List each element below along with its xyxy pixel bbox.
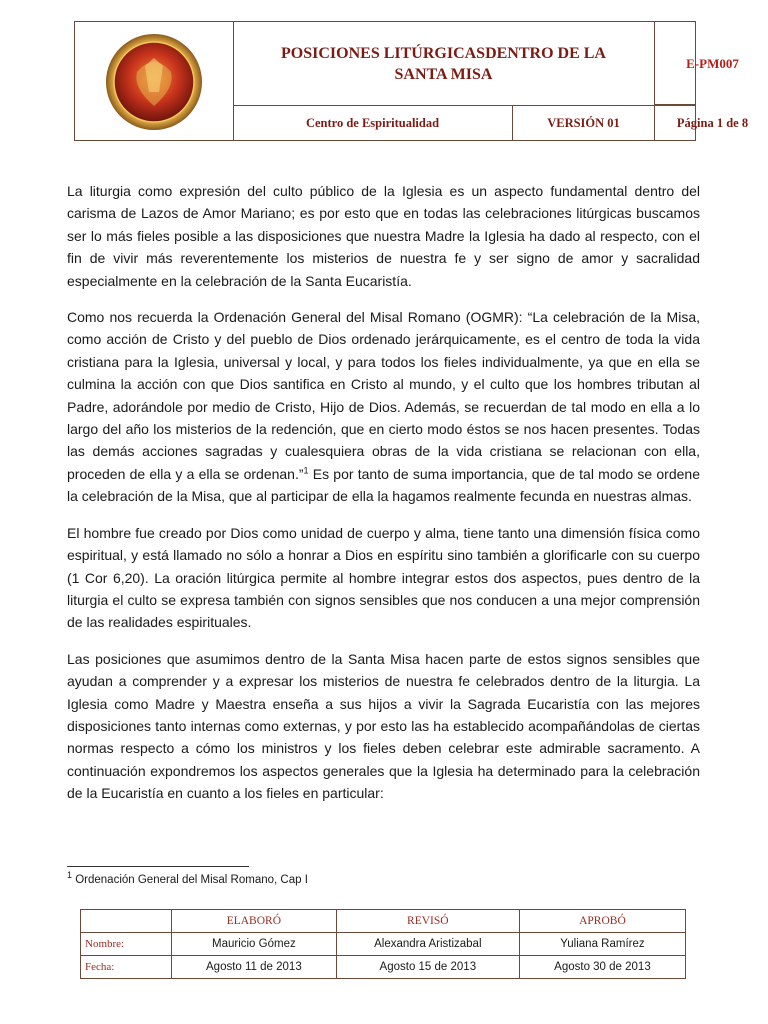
paragraph-4: Las posiciones que asumimos dentro de la Santa Misa hacen parte de estos signos sensibles que ayudan a comprender y a expresar los misterios de nuestra fe celebrados dentro de la liturgia. La Iglesia como Madre y Maestra enseña a sus hijos a vivir la Sagrada Eucaristía con las mejores disposiciones tanto internas como externas, y por esto las ha establecido acompañándolas de ciertas normas respecto a cómo los ministros y los fieles deben celebrar este admirable sacramento. A continuación expondremos los aspectos generales que la Iglesia ha determinado para la celebración de la Eucaristía en cuanto a los fieles en particular: <box>67 650 700 802</box>
approval-dates-row <box>81 956 686 979</box>
marian-emblem-icon <box>75 22 233 140</box>
paragraph-2 <box>67 306 700 508</box>
paragraph-1: La liturgia como expresión del culto público de la Iglesia es un aspecto fundamental dentro del carisma de Lazos de Amor Mariano; es por esto que en todas las celebraciones litúrgicas buscamos ser lo más fieles posible a las disposiciones que nuestra Madre la Iglesia ha dado al respecto, con el fin de vivir más reverentemente los misterios de nuestra fe y ser signo de amor y sacralidad especialmente en la celebración de la Santa Eucaristía. <box>67 183 700 289</box>
name-elaboro: Mauricio Gómez <box>172 933 337 956</box>
document-header <box>74 21 749 141</box>
logo-cell <box>75 22 234 140</box>
document-body <box>67 180 700 819</box>
document-code: E-PM007 <box>686 56 739 71</box>
date-reviso: Agosto 15 de 2013 <box>336 956 519 979</box>
header-aprobo: APROBÓ <box>519 910 685 933</box>
header-elaboro: ELABORÓ <box>172 910 337 933</box>
name-aprobo: Yuliana Ramírez <box>519 933 685 956</box>
date-label: Fecha: <box>81 956 172 979</box>
empty-cell <box>81 910 172 933</box>
approval-names-row <box>81 933 686 956</box>
paragraph-3: El hombre fue creado por Dios como unidad de cuerpo y alma, tiene tanto una dimensión física como espiritual, y está llamado no sólo a honrar a Dios en espíritu sino también a glorificarle con su cuerpo (1 Cor 6,20). La oración litúrgica permite al hombre integrar estos dos aspectos, pues dentro de la liturgia el culto se expresa también con signos sensibles que nos conducen a una mejor comprensión de las realidades espirituales. <box>67 524 700 631</box>
paragraph-2-tail: Es por tanto de suma importancia, que de tal modo se ordene la celebración de la Misa, que al participar de ella la hagamos realmente fecunda en nuestras almas. <box>67 465 700 505</box>
header-reviso: REVISÓ <box>336 910 519 933</box>
footnote-text: Ordenación General del Misal Romano, Cap I <box>72 874 308 886</box>
name-reviso: Alexandra Aristizabal <box>336 933 519 956</box>
footnote <box>67 870 308 886</box>
department-label: Centro de Espiritualidad <box>233 106 513 140</box>
version-label: VERSIÓN 01 <box>513 106 655 140</box>
approval-header-row <box>81 910 686 933</box>
date-aprobo: Agosto 30 de 2013 <box>519 956 685 979</box>
header-divider-right <box>654 104 695 105</box>
name-label: Nombre: <box>81 933 172 956</box>
page-number: Página 1 de 8 <box>676 115 749 130</box>
footnote-divider <box>67 866 249 867</box>
footnote-marker: 1 <box>67 870 73 881</box>
document-title: POSICIONES LITÚRGICASDENTRO DE LA SANTA MISA <box>233 22 655 106</box>
date-elaboro: Agosto 11 de 2013 <box>172 956 337 979</box>
paragraph-2-text: Como nos recuerda la Ordenación General del Misal Romano (OGMR): “La celebración de la Misa, como acción de Cristo y del pueblo de Dios ordenado jerárquicamente, es el centro de toda la vida cristiana para la Iglesia, universal y local, y para todos los fieles individualmente, ya que en ella se culmina la acción con que Dios santifica en Cristo al mundo, y el culto que los hombres tributan al Padre, adorándole por medio de Cristo, Hijo de Dios. Además, se recuerdan de tal modo en ella a lo largo del año los misterios de la redención, que en cierto modo éstos se nos hacen presentes. Todas las demás acciones sagradas y cualesquiera obras de la vida cristiana se relacionan con ella, proceden de ella y a ella se ordenan.” <box>67 309 700 482</box>
footnote-ref[interactable]: 1 <box>303 465 309 476</box>
approval-table <box>80 909 686 979</box>
